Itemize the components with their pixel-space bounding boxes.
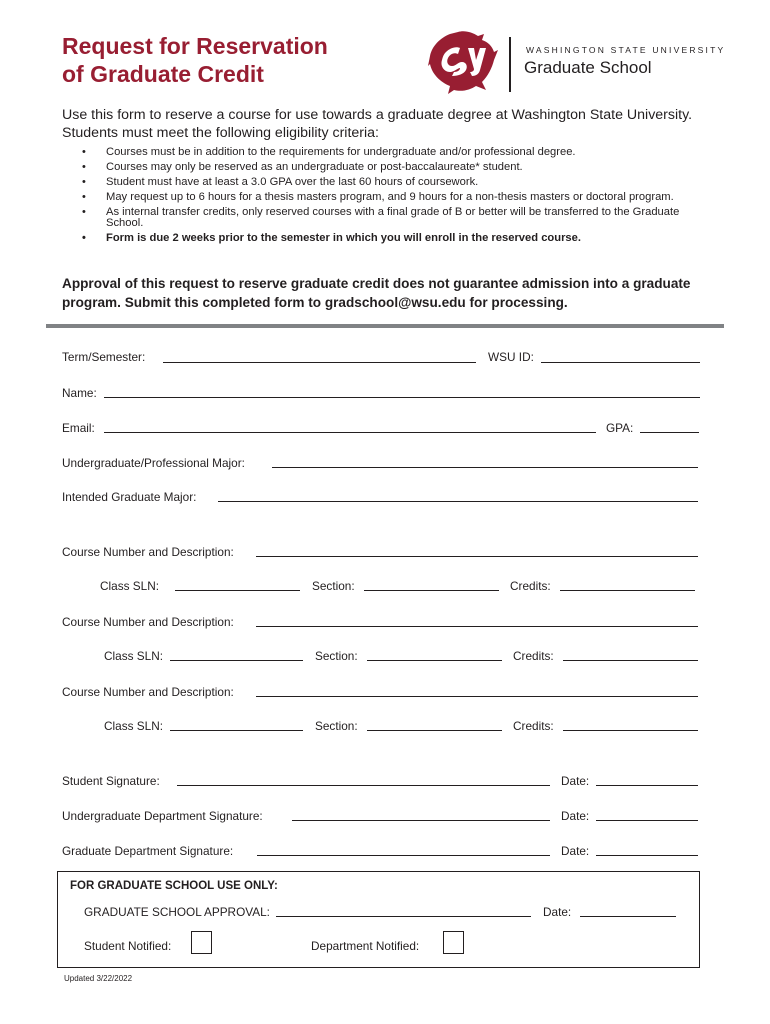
course-2-section-label: Section: [315,649,358,663]
course-2-sln-label: Class SLN: [104,649,164,663]
wsu-cougar-head-logo-icon [428,30,498,94]
page-title-line-2: of Graduate Credit [62,61,264,87]
course-2-credits-field[interactable] [563,660,698,661]
eligibility-criteria-list [82,147,692,248]
criteria-item: • May request up to 6 hours for a thesis masters program, and 9 hours for a non-thesis masters or doctoral program. [82,191,674,203]
bullet-icon: • [82,176,86,188]
course-3-sln-label: Class SLN: [104,719,164,733]
undergrad-dept-date-label: Date: [561,809,590,823]
wsu-id-label: WSU ID: [488,350,534,364]
undergrad-dept-date-field[interactable] [596,820,698,821]
course-2-sln-field[interactable] [170,660,303,661]
course-3-credits-field[interactable] [563,730,698,731]
grad-dept-signature-field[interactable] [257,855,550,856]
intro-text: Use this form to reserve a course for use towards a graduate degree at Washington State University. Students must meet the following eligibility criteria: [62,107,693,141]
approval-date-label: Date: [543,905,572,919]
course-1-sln-label: Class SLN: [100,579,160,593]
course-1-credits-field[interactable] [560,590,695,591]
student-signature-field[interactable] [177,785,550,786]
approval-notice: Approval of this request to reserve graduate credit does not guarantee admission into a graduate program. Submit this completed form to gradschool@wsu.edu for processing. [62,276,691,310]
course-1-credits-label: Credits: [510,579,551,593]
grad-school-approval-field[interactable] [276,916,531,917]
bullet-icon: • [82,206,86,218]
course-3-label: Course Number and Description: [62,685,234,699]
course-1-section-field[interactable] [364,590,499,591]
page-title [62,32,392,88]
email-label: Email: [62,421,95,435]
undergrad-dept-signature-field[interactable] [292,820,550,821]
criteria-item: • Courses may only be reserved as an undergraduate or post-baccalaureate* student. [82,161,523,173]
course-3-field[interactable] [256,696,698,697]
course-2-credits-label: Credits: [513,649,554,663]
logo-divider [509,37,511,92]
undergrad-major-label: Undergraduate/Professional Major: [62,456,245,470]
undergrad-dept-signature-label: Undergraduate Department Signature: [62,809,263,823]
bullet-icon: • [82,146,86,158]
bullet-icon: • [82,161,86,173]
bullet-icon: • [82,232,86,244]
course-1-field[interactable] [256,556,698,557]
grad-school-use-title: FOR GRADUATE SCHOOL USE ONLY: [70,880,278,892]
criteria-item: • Student must have at least a 3.0 GPA over the last 60 hours of coursework. [82,176,479,188]
term-label: Term/Semester: [62,350,146,364]
course-1-label: Course Number and Description: [62,545,234,559]
section-divider [46,324,724,328]
wsu-id-field[interactable] [541,362,700,363]
course-3-credits-label: Credits: [513,719,554,733]
grad-major-label: Intended Graduate Major: [62,490,197,504]
updated-date: Updated 3/22/2022 [64,974,133,983]
deadline-item: • Form is due 2 weeks prior to the semester in which you will enroll in the reserved course. [82,232,581,244]
course-3-section-field[interactable] [367,730,502,731]
gpa-field[interactable] [640,432,699,433]
department-notified-label: Department Notified: [311,939,420,953]
grad-school-approval-label: GRADUATE SCHOOL APPROVAL: [84,905,270,919]
name-label: Name: [62,386,97,400]
page-title-line-1: Request for Reservation [62,33,328,59]
student-notified-checkbox[interactable] [191,931,212,954]
school-name: Graduate School [524,58,652,77]
student-notified-label: Student Notified: [84,939,172,953]
course-3-sln-field[interactable] [170,730,303,731]
university-name: WASHINGTON STATE UNIVERSITY [526,45,726,55]
course-1-sln-field[interactable] [175,590,300,591]
bullet-icon: • [82,191,86,203]
undergrad-major-field[interactable] [272,467,698,468]
email-field[interactable] [104,432,596,433]
term-field[interactable] [163,362,476,363]
course-2-section-field[interactable] [367,660,502,661]
gpa-label: GPA: [606,421,634,435]
student-signature-label: Student Signature: [62,774,160,788]
course-2-field[interactable] [256,626,698,627]
approval-date-field[interactable] [580,916,676,917]
course-2-label: Course Number and Description: [62,615,234,629]
name-field[interactable] [104,397,700,398]
course-1-section-label: Section: [312,579,355,593]
criteria-item: • Courses must be in addition to the requirements for undergraduate and/or professional degree. [82,146,576,158]
department-notified-checkbox[interactable] [443,931,464,954]
grad-major-field[interactable] [218,501,698,502]
criteria-item: • As internal transfer credits, only reserved courses with a final grade of B or better will be transferred to the Graduate School. [82,206,680,229]
student-signature-date-field[interactable] [596,785,698,786]
grad-dept-date-label: Date: [561,844,590,858]
grad-dept-signature-label: Graduate Department Signature: [62,844,234,858]
course-3-section-label: Section: [315,719,358,733]
grad-dept-date-field[interactable] [596,855,698,856]
student-signature-date-label: Date: [561,774,590,788]
